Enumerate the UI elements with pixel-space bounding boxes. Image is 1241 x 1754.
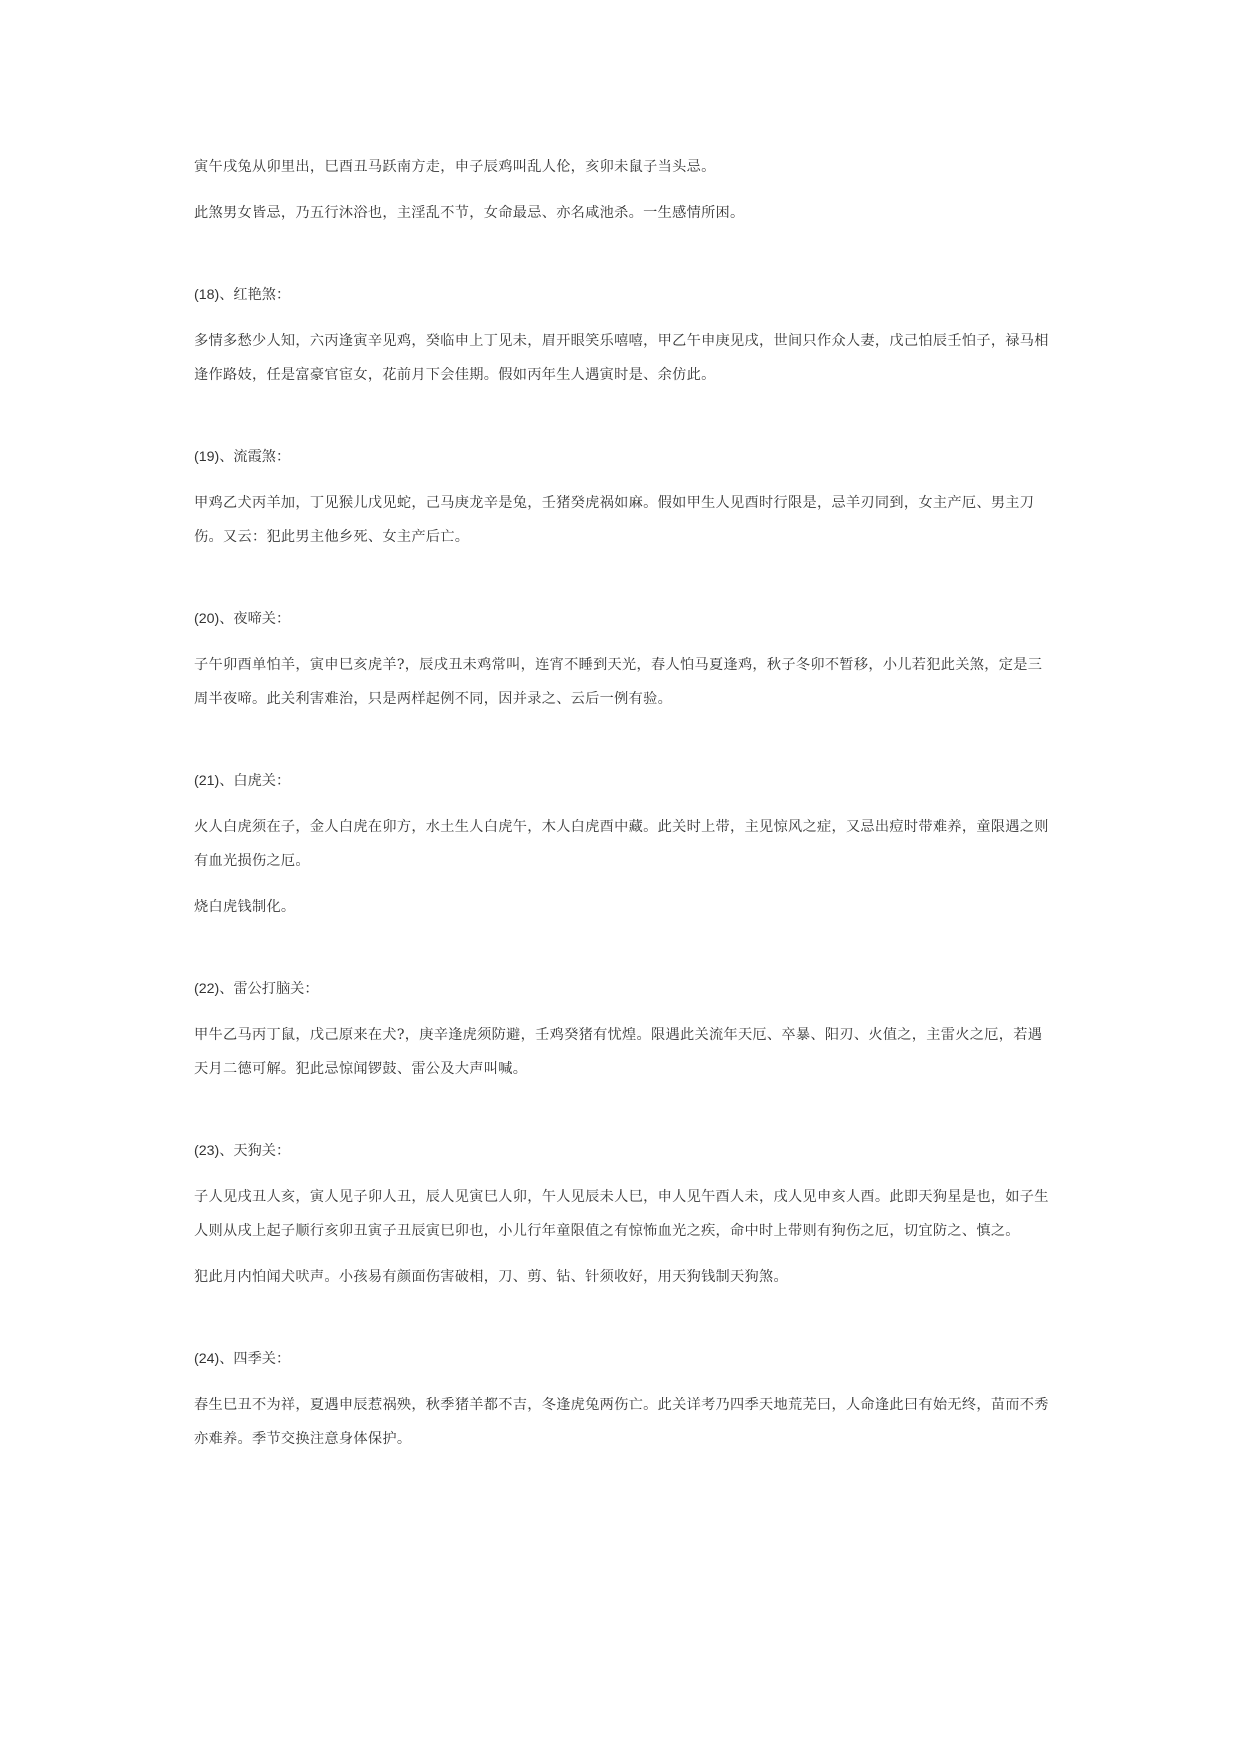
section-heading-19: (19)、流霞煞： [194,449,291,465]
paragraph: 此煞男女皆忌，乃五行沐浴也，主淫乱不节，女命最忌、亦名咸池杀。一生感情所困。 [194,205,745,221]
paragraph: 火人白虎须在子，金人白虎在卯方，水土生人白虎午，木人白虎酉中藏。此关时上带，主见惊风之症，又忌出痘时带难养，童限遇之则有血光损伤之厄。 [194,819,1049,869]
document-body [194,150,1054,1456]
section-heading-22: (22)、雷公打脑关： [194,981,319,997]
section-heading-20: (20)、夜啼关： [194,611,291,627]
paragraph: 春生巳丑不为祥，夏遇申辰惹祸殃，秋季猪羊都不吉，冬逢虎兔两伤亡。此关详考乃四季天地荒芜曰，人命逢此曰有始无终，苗而不秀亦难养。季节交换注意身体保护。 [194,1397,1049,1447]
paragraph: 烧白虎钱制化。 [194,899,296,915]
paragraph: 寅午戌兔从卯里出，巳酉丑马跃南方走，申子辰鸡叫乱人伦，亥卯未鼠子当头忌。 [194,159,716,175]
section-heading-24: (24)、四季关： [194,1351,291,1367]
section-heading-23: (23)、天狗关： [194,1143,291,1159]
paragraph: 多情多愁少人知，六丙逢寅辛见鸡，癸临申上丁见未，眉开眼笑乐嘻嘻，甲乙午申庚见戌，世间只作众人妻，戊己怕辰壬怕子，禄马相逢作路妓，任是富豪官宦女，花前月下会佳期。假如丙年生人遇寅时是、余仿此。 [194,333,1049,383]
paragraph: 犯此月内怕闻犬吠声。小孩易有颜面伤害破相，刀、剪、钻、针须收好，用天狗钱制天狗煞。 [194,1269,788,1285]
paragraph: 甲鸡乙犬丙羊加，丁见猴儿戊见蛇，己马庚龙辛是兔，壬猪癸虎祸如麻。假如甲生人见酉时行限是，忌羊刃同到，女主产厄、男主刀伤。又云：犯此男主他乡死、女主产后亡。 [194,495,1035,545]
section-heading-18: (18)、红艳煞： [194,287,291,303]
section-heading-21: (21)、白虎关： [194,773,291,789]
paragraph: 甲牛乙马丙丁鼠，戊己原来在犬?，庚辛逢虎须防避，壬鸡癸猪有忧煌。限遇此关流年天厄、卒暴、阳刃、火值之，主雷火之厄，若遇天月二德可解。犯此忌惊闻锣鼓、雷公及大声叫喊。 [194,1027,1043,1077]
paragraph: 子人见戌丑人亥，寅人见子卯人丑，辰人见寅巳人卯，午人见辰未人巳，申人见午酉人未，戌人见申亥人酉。此即天狗星是也，如子生人则从戌上起子顺行亥卯丑寅子丑辰寅巳卯也，小儿行年童限值之有惊怖血光之疾，命中时上带则有狗伤之厄，切宜防之、慎之。 [194,1189,1049,1239]
paragraph: 子午卯酉单怕羊，寅申巳亥虎羊?，辰戌丑未鸡常叫，连宵不睡到天光，春人怕马夏逢鸡，秋子冬卯不暂移，小儿若犯此关煞，定是三周半夜啼。此关利害难治，只是两样起例不同，因并录之、云后一例有验。 [194,657,1043,707]
